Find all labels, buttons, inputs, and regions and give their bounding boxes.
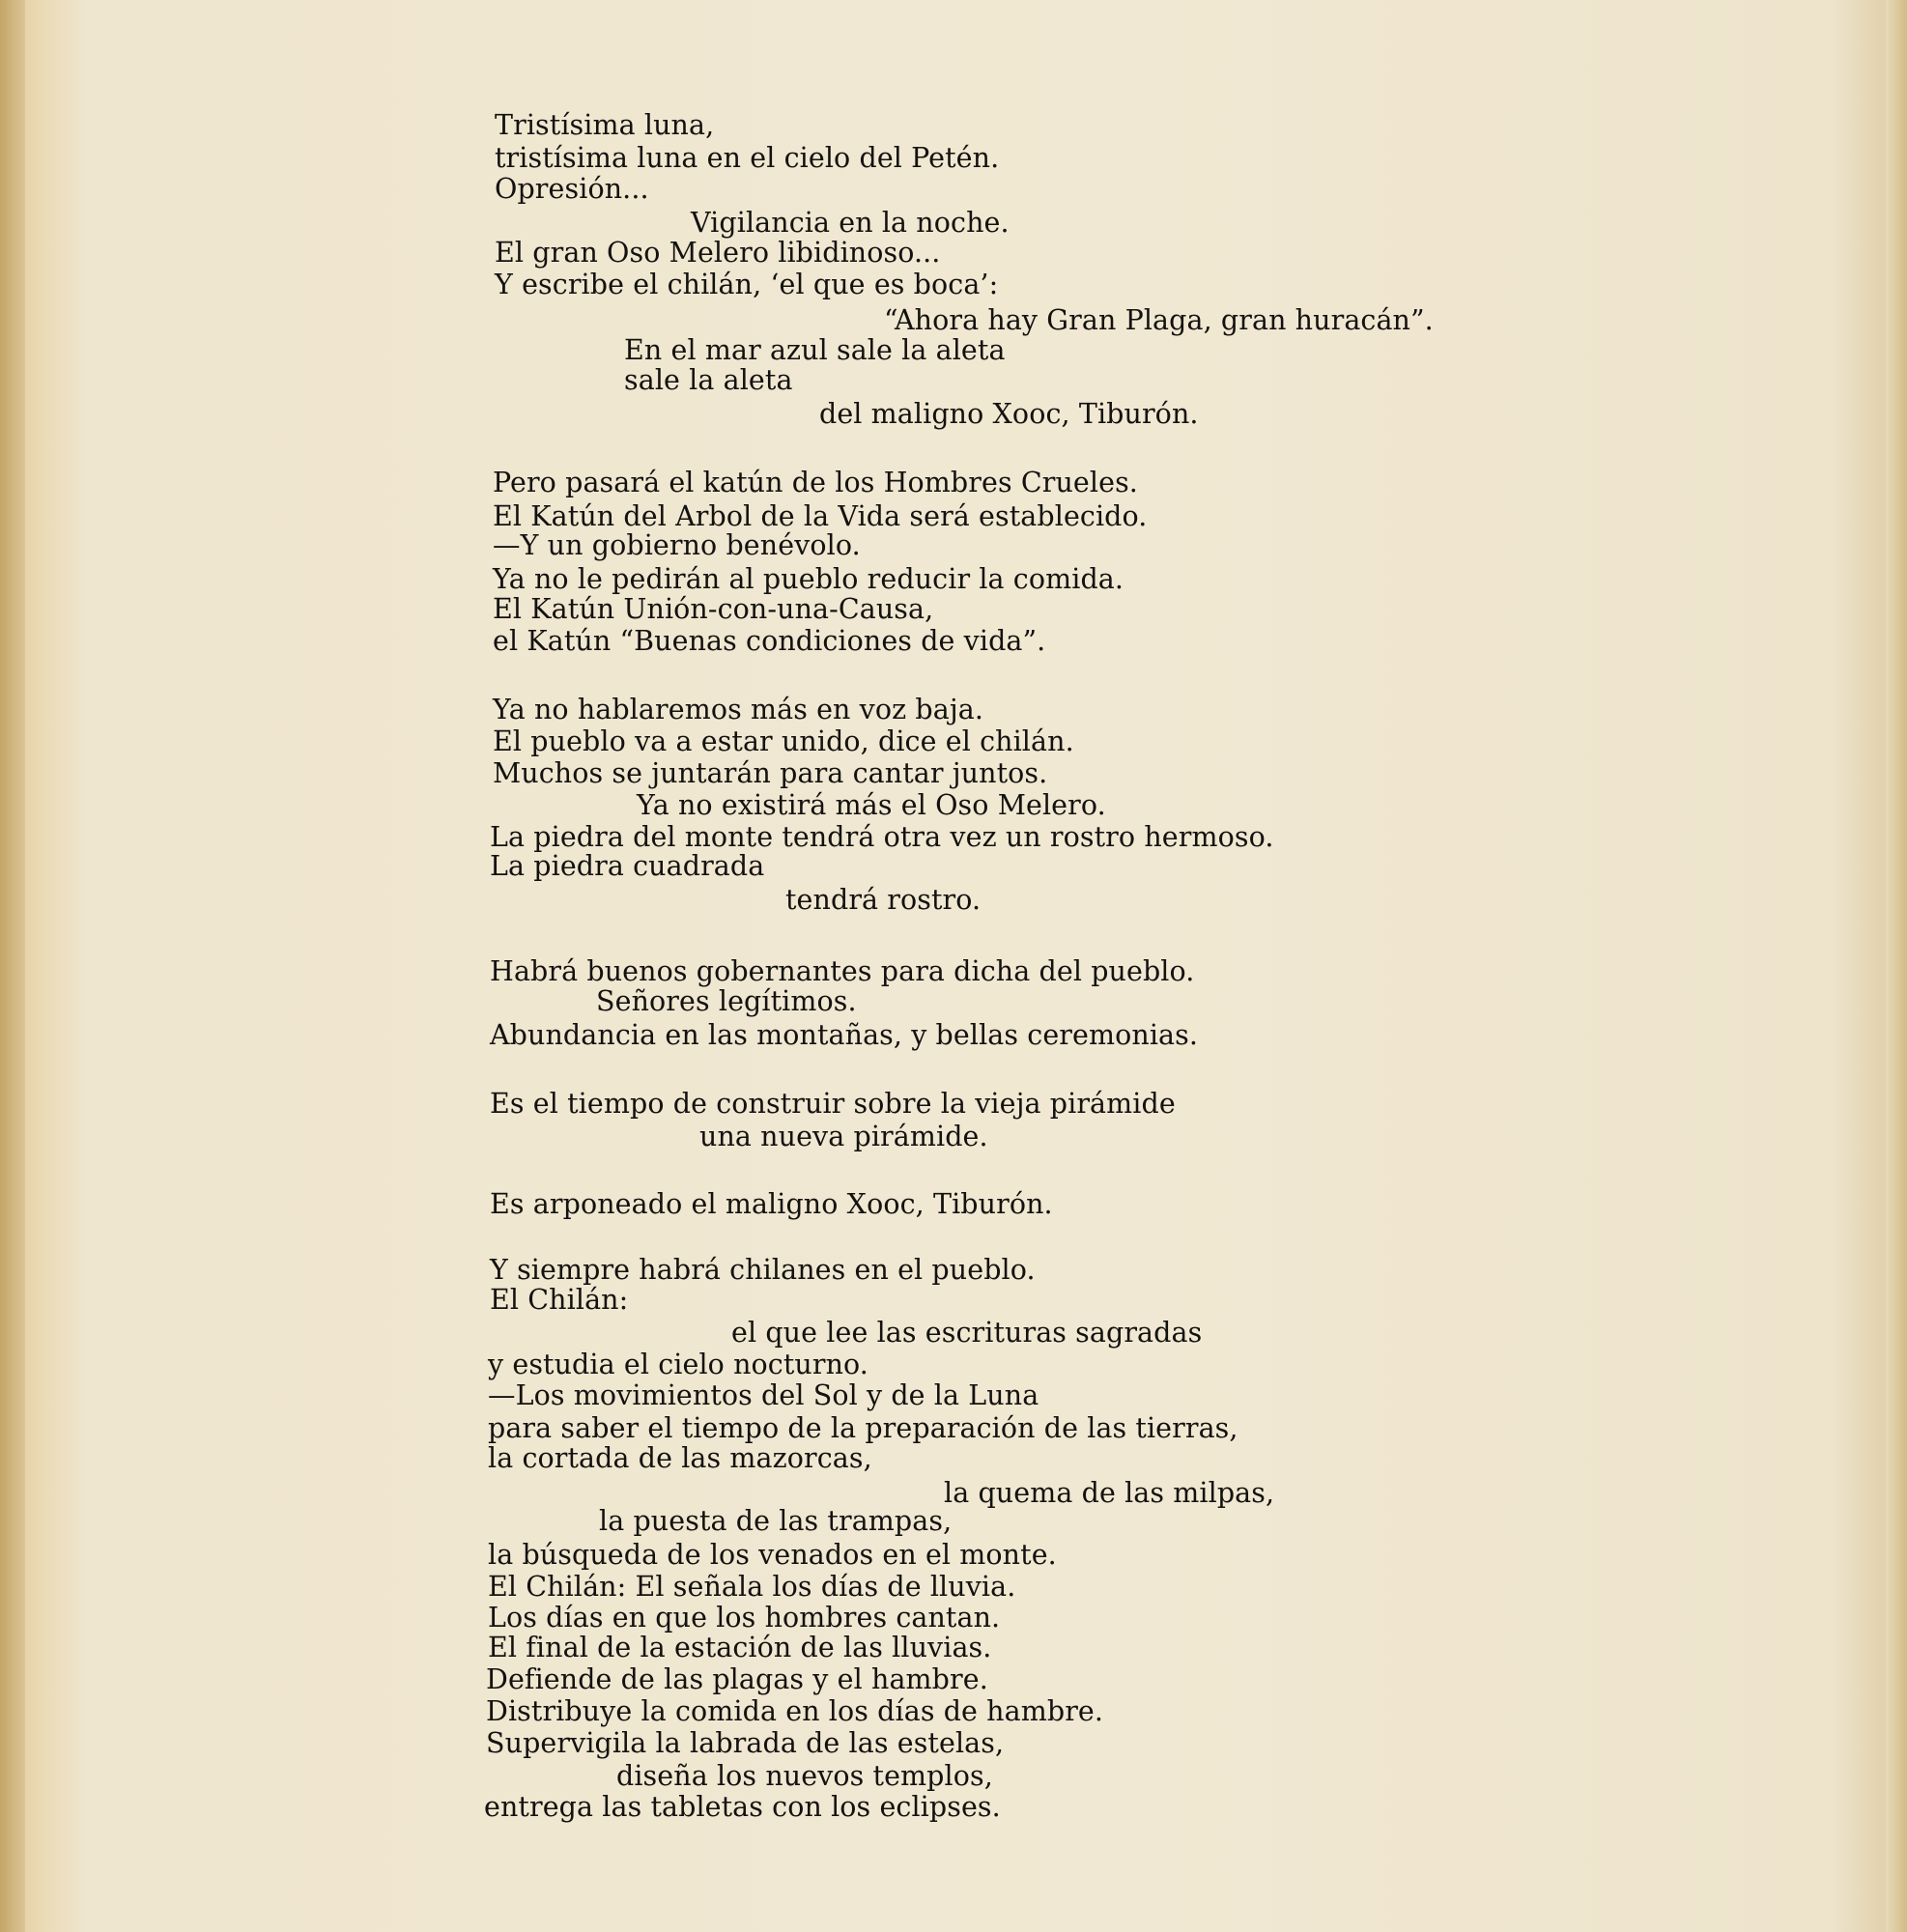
poem-line: Distribuye la comida en los días de hambre.	[486, 1695, 1104, 1727]
poem-line: la búsqueda de los venados en el monte.	[488, 1539, 1057, 1571]
poem-line: la cortada de las mazorcas,	[488, 1442, 872, 1474]
poem-line: Defiende de las plagas y el hambre.	[486, 1663, 988, 1695]
poem-line: Los días en que los hombres cantan.	[488, 1602, 1001, 1634]
poem-line: Muchos se juntarán para cantar juntos.	[493, 757, 1048, 789]
poem-line: diseña los nuevos templos,	[616, 1760, 993, 1792]
poem-line: una nueva pirámide.	[699, 1121, 988, 1152]
poem-line: Señores legítimos.	[596, 985, 857, 1017]
poem-line: tristísima luna en el cielo del Petén.	[495, 142, 1000, 174]
poem-line: “Ahora hay Gran Plaga, gran huracán”.	[884, 304, 1434, 336]
poem-line: el Katún “Buenas condiciones de vida”.	[493, 625, 1046, 657]
poem-line: del maligno Xooc, Tiburón.	[819, 398, 1199, 430]
poem-line: El Katún Unión-con-una-Causa,	[493, 593, 934, 625]
poem-line: Vigilancia en la noche.	[691, 207, 1010, 239]
poem-line: tendrá rostro.	[785, 884, 982, 916]
poem-line: El pueblo va a estar unido, dice el chilán.	[493, 725, 1074, 757]
poem-line: —Y un gobierno benévolo.	[493, 529, 861, 561]
poem-line: Es arponeado el maligno Xooc, Tiburón.	[490, 1188, 1053, 1220]
poem-line: Ya no existirá más el Oso Melero.	[637, 789, 1106, 821]
poem-line: El Chilán:	[490, 1284, 629, 1316]
poem-line: —Los movimientos del Sol y de la Luna	[488, 1379, 1039, 1411]
poem-line: Supervigila la labrada de las estelas,	[486, 1727, 1005, 1759]
poem-line: Ya no hablaremos más en voz baja.	[493, 694, 984, 725]
poem-line: La piedra cuadrada	[490, 850, 765, 882]
poem-line: Ya no le pedirán al pueblo reducir la comida.	[493, 563, 1124, 595]
poem-line: Pero pasará el katún de los Hombres Crueles.	[493, 467, 1138, 498]
poem-line: entrega las tabletas con los eclipses.	[484, 1791, 1001, 1823]
poem-line: sale la aleta	[624, 364, 793, 396]
poem-line: El final de la estación de las lluvias.	[488, 1632, 992, 1663]
poem-line: la quema de las milpas,	[944, 1477, 1275, 1509]
poem-line: para saber el tiempo de la preparación de las tierras,	[488, 1412, 1238, 1444]
poem-line: Opresión...	[495, 173, 649, 205]
poem-line: El Katún del Arbol de la Vida será establecido.	[493, 500, 1148, 532]
poem-line: El gran Oso Melero libidinoso...	[495, 237, 941, 269]
poem-line: En el mar azul sale la aleta	[624, 334, 1006, 366]
poem-line: la puesta de las trampas,	[599, 1505, 953, 1537]
poem-line: el que lee las escrituras sagradas	[731, 1317, 1203, 1349]
poem-line: La piedra del monte tendrá otra vez un rostro hermoso.	[490, 821, 1274, 853]
poem-line: Tristísima luna,	[495, 109, 715, 141]
poem-line: Y siempre habrá chilanes en el pueblo.	[490, 1254, 1036, 1286]
poem-line: El Chilán: El señala los días de lluvia.	[488, 1571, 1016, 1603]
poem-line: y estudia el cielo nocturno.	[488, 1349, 868, 1380]
poem-line: Y escribe el chilán, ‘el que es boca’:	[495, 269, 999, 300]
poem-line: Habrá buenos gobernantes para dicha del pueblo.	[490, 955, 1195, 987]
poem-line: Es el tiempo de construir sobre la vieja pirámide	[490, 1088, 1176, 1120]
poem-line: Abundancia en las montañas, y bellas ceremonias.	[490, 1019, 1199, 1051]
